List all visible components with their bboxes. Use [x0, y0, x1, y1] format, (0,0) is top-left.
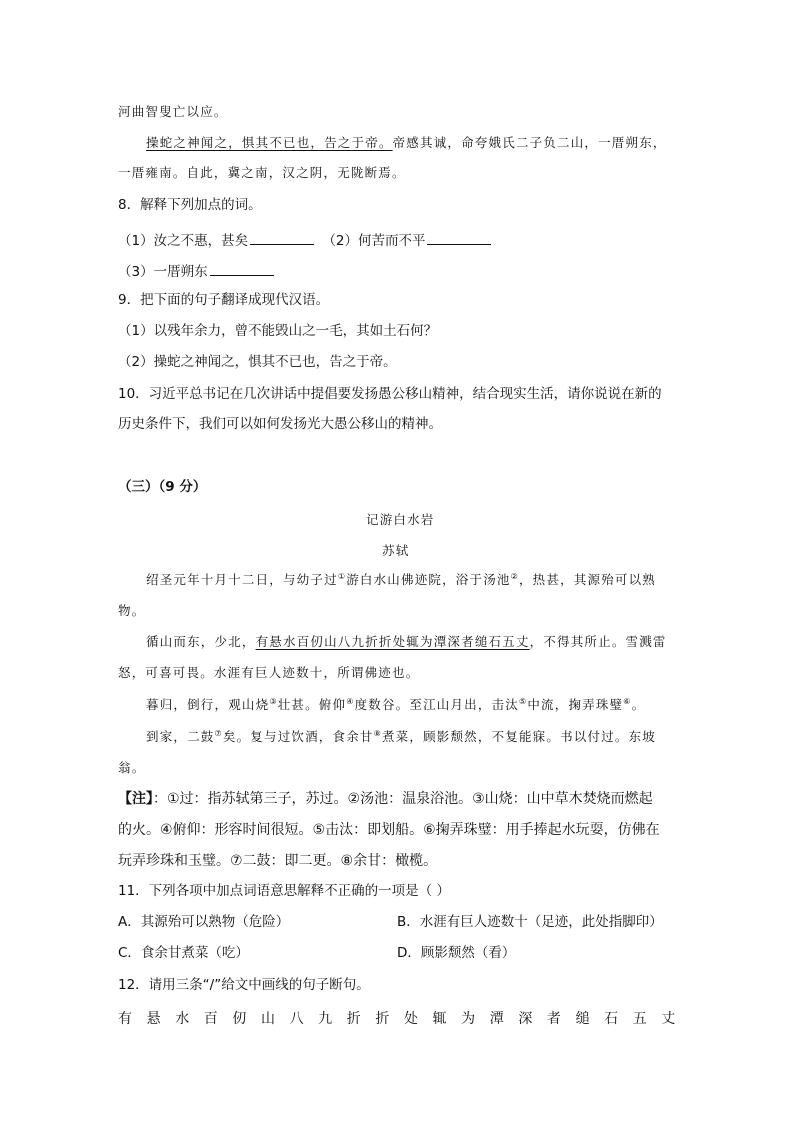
sentence-char: 者	[546, 1011, 561, 1027]
sentence-char: 折	[375, 1011, 390, 1027]
underlined-sentence: 操蛇之神闻之，惧其不已也，告之于帝。	[146, 135, 393, 150]
passage-text: 绍圣元年十月十二日，与幼子过	[146, 572, 338, 587]
sentence-char: 百	[203, 1011, 218, 1027]
sentence-char: 八	[289, 1011, 304, 1027]
notes-line: 的火。④俯仰：形容时间很短。⑤击汰：即划船。⑥掬弄珠璧：用手捧起水玩耍，仿佛在	[118, 822, 660, 838]
passage-text: 到家，二鼓	[146, 729, 215, 744]
question-title: 8．解释下列加点的词。	[118, 197, 262, 213]
answer-blank[interactable]	[250, 232, 314, 245]
item-text: （2）何苦而不平	[322, 233, 426, 249]
answer-blank[interactable]	[210, 263, 274, 276]
passage-line: 河曲智叟亡以应。	[118, 104, 228, 119]
notes-line	[118, 792, 653, 806]
segmentation-sentence[interactable]	[118, 1012, 690, 1027]
sentence-char: 有	[118, 1011, 132, 1027]
sentence-char: 丈	[661, 1011, 676, 1027]
passage-line	[146, 636, 667, 649]
passage-text: 。	[631, 697, 646, 712]
passage-line: 一厝雍南。自此，冀之南，汉之阴，无陇断焉。	[118, 165, 406, 180]
passage-text: ，不得其所止。雪溅雷	[529, 634, 667, 649]
note-marker: ①	[337, 571, 347, 581]
note-marker: ②	[510, 571, 519, 581]
note-marker: ④	[346, 696, 355, 706]
note-marker: ⑥	[623, 696, 632, 706]
sentence-char: 处	[403, 1011, 418, 1027]
passage-text: 矣。复与过饮酒，食余甘	[222, 729, 374, 744]
option-b[interactable]: B．水涯有巨人迹数十（足迹，此处指脚印）	[397, 914, 663, 930]
passage-text: 暮归，倒行，观山烧	[146, 697, 270, 712]
passage-line: 翁。	[118, 760, 146, 775]
passage-text: ，热甚，其源殆可以熟	[518, 572, 656, 587]
passage-title: 记游白水岩	[366, 512, 435, 527]
passage-text: 帝感其诚，命夸娥氏二子负二山，一厝朔东，	[392, 135, 667, 150]
passage-line	[146, 571, 656, 587]
option-a[interactable]: A．其源殆可以熟物（危险）	[118, 914, 290, 930]
notes-label: 【注】	[118, 791, 153, 807]
question-title: 12．请用三条“/”给文中画线的句子断句。	[118, 977, 370, 993]
passage-line	[146, 728, 656, 744]
passage-text: 循山而东，少北，	[146, 634, 256, 649]
sentence-char: 五	[632, 1011, 647, 1027]
question-title: 11．下列各项中加点词语意思解释不正确的一项是（ ）	[118, 883, 450, 899]
passage-author: 苏轼	[382, 543, 410, 558]
question-title: 10．习近平总书记在几次讲话中提倡要发扬愚公移山精神，结合现实生活，请你说说在新的	[118, 386, 662, 402]
question-item	[118, 263, 278, 280]
passage-line: 怒，可喜可畏。水涯有巨人迹数十，所谓佛迹也。	[118, 665, 420, 680]
question-text: 历史条件下，我们可以如何发扬光大愚公移山的精神。	[118, 416, 442, 432]
note-marker: ⑦	[214, 728, 223, 738]
question-item	[118, 232, 495, 249]
note-marker: ⑧	[373, 728, 382, 738]
notes-line: 玩弄珍珠和玉璧。⑦二鼓：即二更。⑧余甘：橄榄。	[118, 853, 438, 869]
question-item: （2）操蛇之神闻之，惧其不已也，告之于帝。	[118, 354, 397, 370]
note-marker: ③	[269, 696, 278, 706]
answer-blank[interactable]	[427, 232, 491, 245]
passage-line	[146, 137, 667, 150]
passage-text: 煮菜，顾影颓然，不复能寐。书以付过。东坡	[381, 729, 656, 744]
sentence-char: 山	[260, 1011, 275, 1027]
item-text: （3）一厝朔东	[118, 264, 208, 280]
passage-text: 中流，掬弄珠璧	[527, 697, 624, 712]
sentence-char: 折	[346, 1011, 361, 1027]
sentence-char: 石	[604, 1011, 619, 1027]
sentence-char: 水	[175, 1011, 190, 1027]
underlined-sentence: 有悬水百仞山八九折折处辄为潭深者缒石五丈	[255, 634, 530, 649]
passage-text: 壮甚。俯仰	[277, 697, 347, 712]
sentence-char: 仞	[232, 1011, 247, 1027]
passage-line: 物。	[118, 603, 146, 618]
passage-line	[146, 696, 646, 712]
passage-text: 游白水山佛迹院，浴于汤池	[346, 572, 511, 587]
sentence-char: 为	[461, 1011, 476, 1027]
section-heading: （三）（9 分）	[118, 479, 207, 495]
sentence-char: 辄	[432, 1011, 447, 1027]
notes-text: ：①过：指苏轼第三子，苏过。②汤池：温泉浴池。③山烧：山中草木焚烧而燃起	[153, 791, 653, 807]
question-item: （1）以残年余力，曾不能毁山之一毛，其如土石何？	[118, 323, 438, 339]
option-d[interactable]: D．顾影颓然（看）	[397, 945, 516, 961]
sentence-char: 深	[518, 1011, 533, 1027]
question-title: 9．把下面的句子翻译成现代汉语。	[118, 292, 330, 308]
note-marker: ⑤	[518, 696, 528, 706]
passage-text: 度数谷。至江山月出，击汰	[354, 697, 519, 712]
item-text: （1）汝之不惠，甚矣	[118, 233, 249, 249]
sentence-char: 九	[318, 1011, 333, 1027]
option-c[interactable]: C．食余甘煮菜（吃）	[118, 945, 249, 961]
sentence-char: 悬	[146, 1011, 161, 1027]
sentence-char: 潭	[489, 1011, 504, 1027]
sentence-char: 缒	[575, 1011, 590, 1027]
